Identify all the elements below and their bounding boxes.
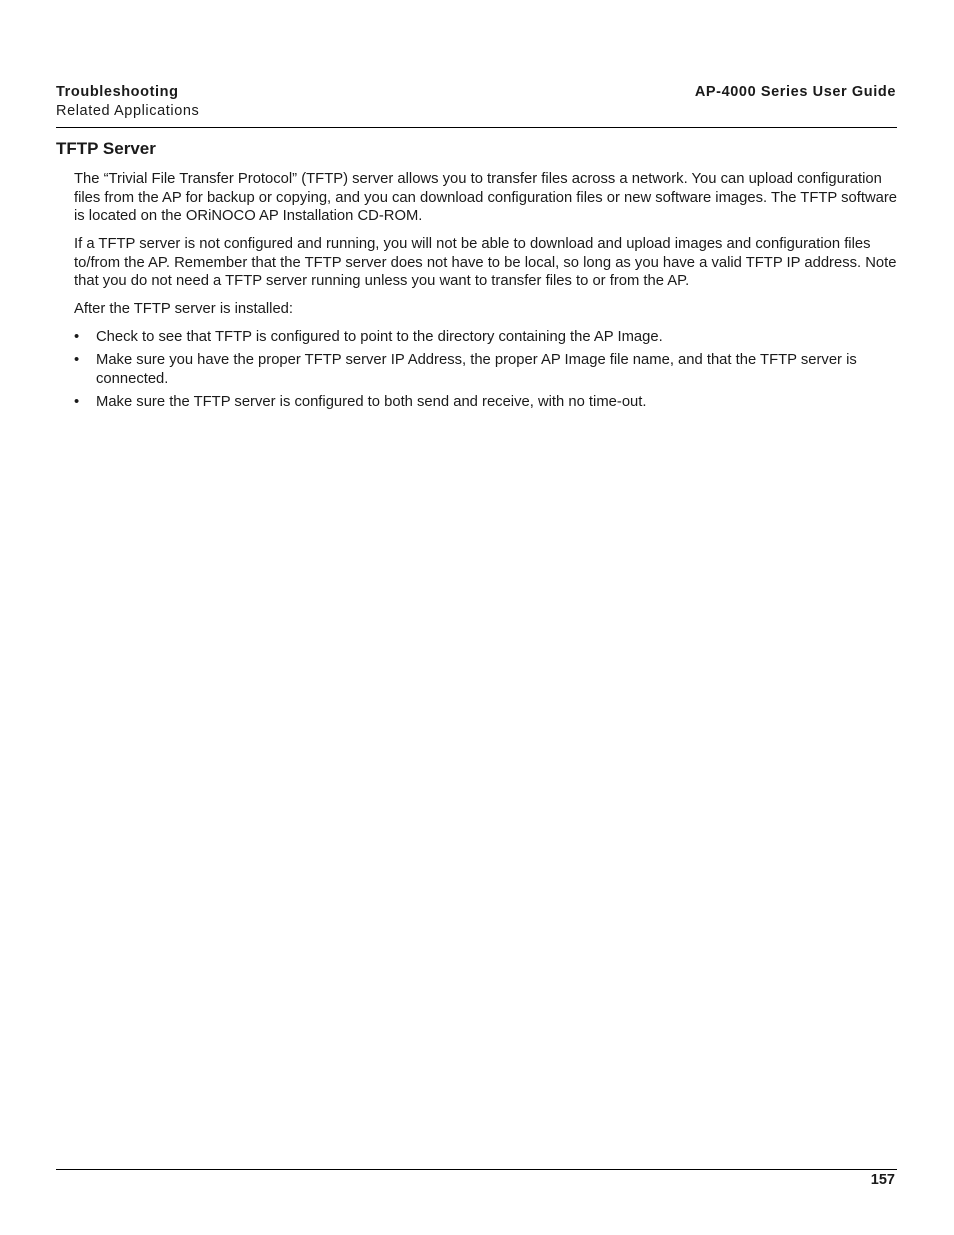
list-item-text: Make sure you have the proper TFTP server IP Address, the proper AP Image file name, and that the TFTP server is connected. — [96, 352, 857, 387]
guide-title: AP-4000 Series User Guide — [694, 84, 896, 100]
list-item — [74, 393, 902, 412]
header-divider — [56, 127, 897, 128]
chapter-title: Troubleshooting — [56, 84, 179, 100]
paragraph-after-install: After the TFTP server is installed: — [74, 301, 294, 317]
page-number: 157 — [870, 1172, 895, 1188]
list-item — [74, 328, 902, 347]
paragraph-requirements: If a TFTP server is not configured and running, you will not be able to download and upload images and configuration files to/from the AP. Remember that the TFTP server does not have to be local, so long as you have a valid TFTP IP address. Note that you do not need a TFTP server running unless you want to transfer files to or from the AP. — [74, 236, 897, 290]
footer-divider — [56, 1169, 897, 1170]
list-item — [74, 351, 902, 388]
checklist — [74, 328, 902, 416]
paragraph-intro: The “Trivial File Transfer Protocol” (TFTP) server allows you to transfer files across a network. You can upload configuration files from the AP for backup or copying, and you can download configuration files or new software images. The TFTP software is located on the ORiNOCO AP Installation CD-ROM. — [74, 171, 898, 225]
bullet-marker: • — [74, 329, 80, 345]
list-item-text: Check to see that TFTP is configured to point to the directory containing the AP Image. — [96, 329, 663, 345]
section-subtitle: Related Applications — [56, 103, 200, 119]
section-heading: TFTP Server — [56, 139, 156, 158]
list-item-text: Make sure the TFTP server is configured to both send and receive, with no time-out. — [96, 394, 647, 411]
bullet-marker: • — [74, 394, 80, 411]
bullet-marker: • — [74, 352, 80, 369]
